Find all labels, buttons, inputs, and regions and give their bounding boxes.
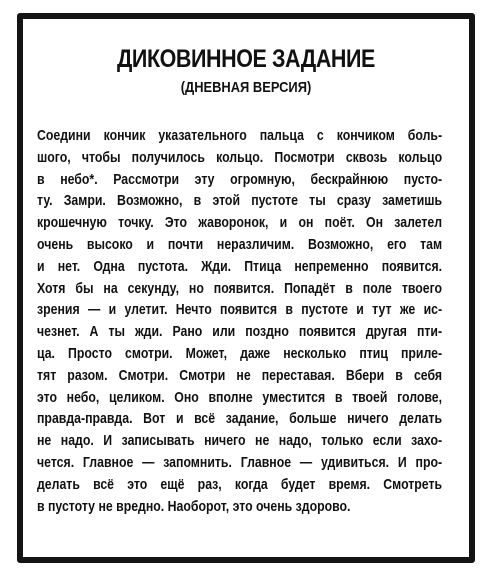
text-line: правда-правда. Вот и всё задание, больше ничего делать <box>37 410 443 428</box>
text-line: и нет. Одна пустота. Жди. Птица непременно появится. <box>37 257 443 275</box>
text-line: делать всё это ещё раз, когда будет время. Смотреть <box>37 475 443 493</box>
text-line: не надо. И записывать ничего не надо, только если захо- <box>37 432 443 450</box>
text-line: очень высоко и почти неразличим. Возможно, его там <box>37 235 443 253</box>
page-subtitle: (ДНЕВНАЯ ВЕРСИЯ) <box>180 79 312 96</box>
text-line: шого, чтобы получилось кольцо. Посмотри сквозь кольцо <box>37 148 443 166</box>
text-line: Хотя бы на секунду, но появится. Попадёт в поле твоего <box>37 279 443 297</box>
text-line: чезнет. А ты жди. Рано или поздно появится другая пти- <box>37 323 443 341</box>
text-line: ца. Просто смотри. Может, даже несколько птиц приле- <box>37 344 443 362</box>
text-line: ту. Замри. Возможно, в этой пустоте ты сразу заметишь <box>37 192 443 210</box>
text-line: чется. Главное — запомнить. Главное — удивиться. И про- <box>37 453 443 471</box>
page-border <box>17 13 475 563</box>
body-paragraph <box>37 125 442 517</box>
text-line: Соедини кончик указательного пальца с кончиком боль- <box>37 127 443 144</box>
text-line: это небо, целиком. Оно вполне уместится в твоей голове, <box>37 388 443 406</box>
text-line: крошечную точку. Это жаворонок, и он поёт. Он залетел <box>37 214 443 232</box>
page-title: ДИКОВИННОЕ ЗАДАНИЕ <box>117 45 375 73</box>
text-line: в небо*. Рассмотри эту огромную, бескрайнюю пусто- <box>37 170 443 188</box>
text-line: тят разом. Смотри. Смотри не переставая. Вбери в себя <box>37 366 443 384</box>
text-line: в пустоту не вредно. Наоборот, это очень здорово. <box>37 497 351 515</box>
text-line: зрения — и улетит. Нечто появится в пустоте и тут же ис- <box>37 301 443 319</box>
